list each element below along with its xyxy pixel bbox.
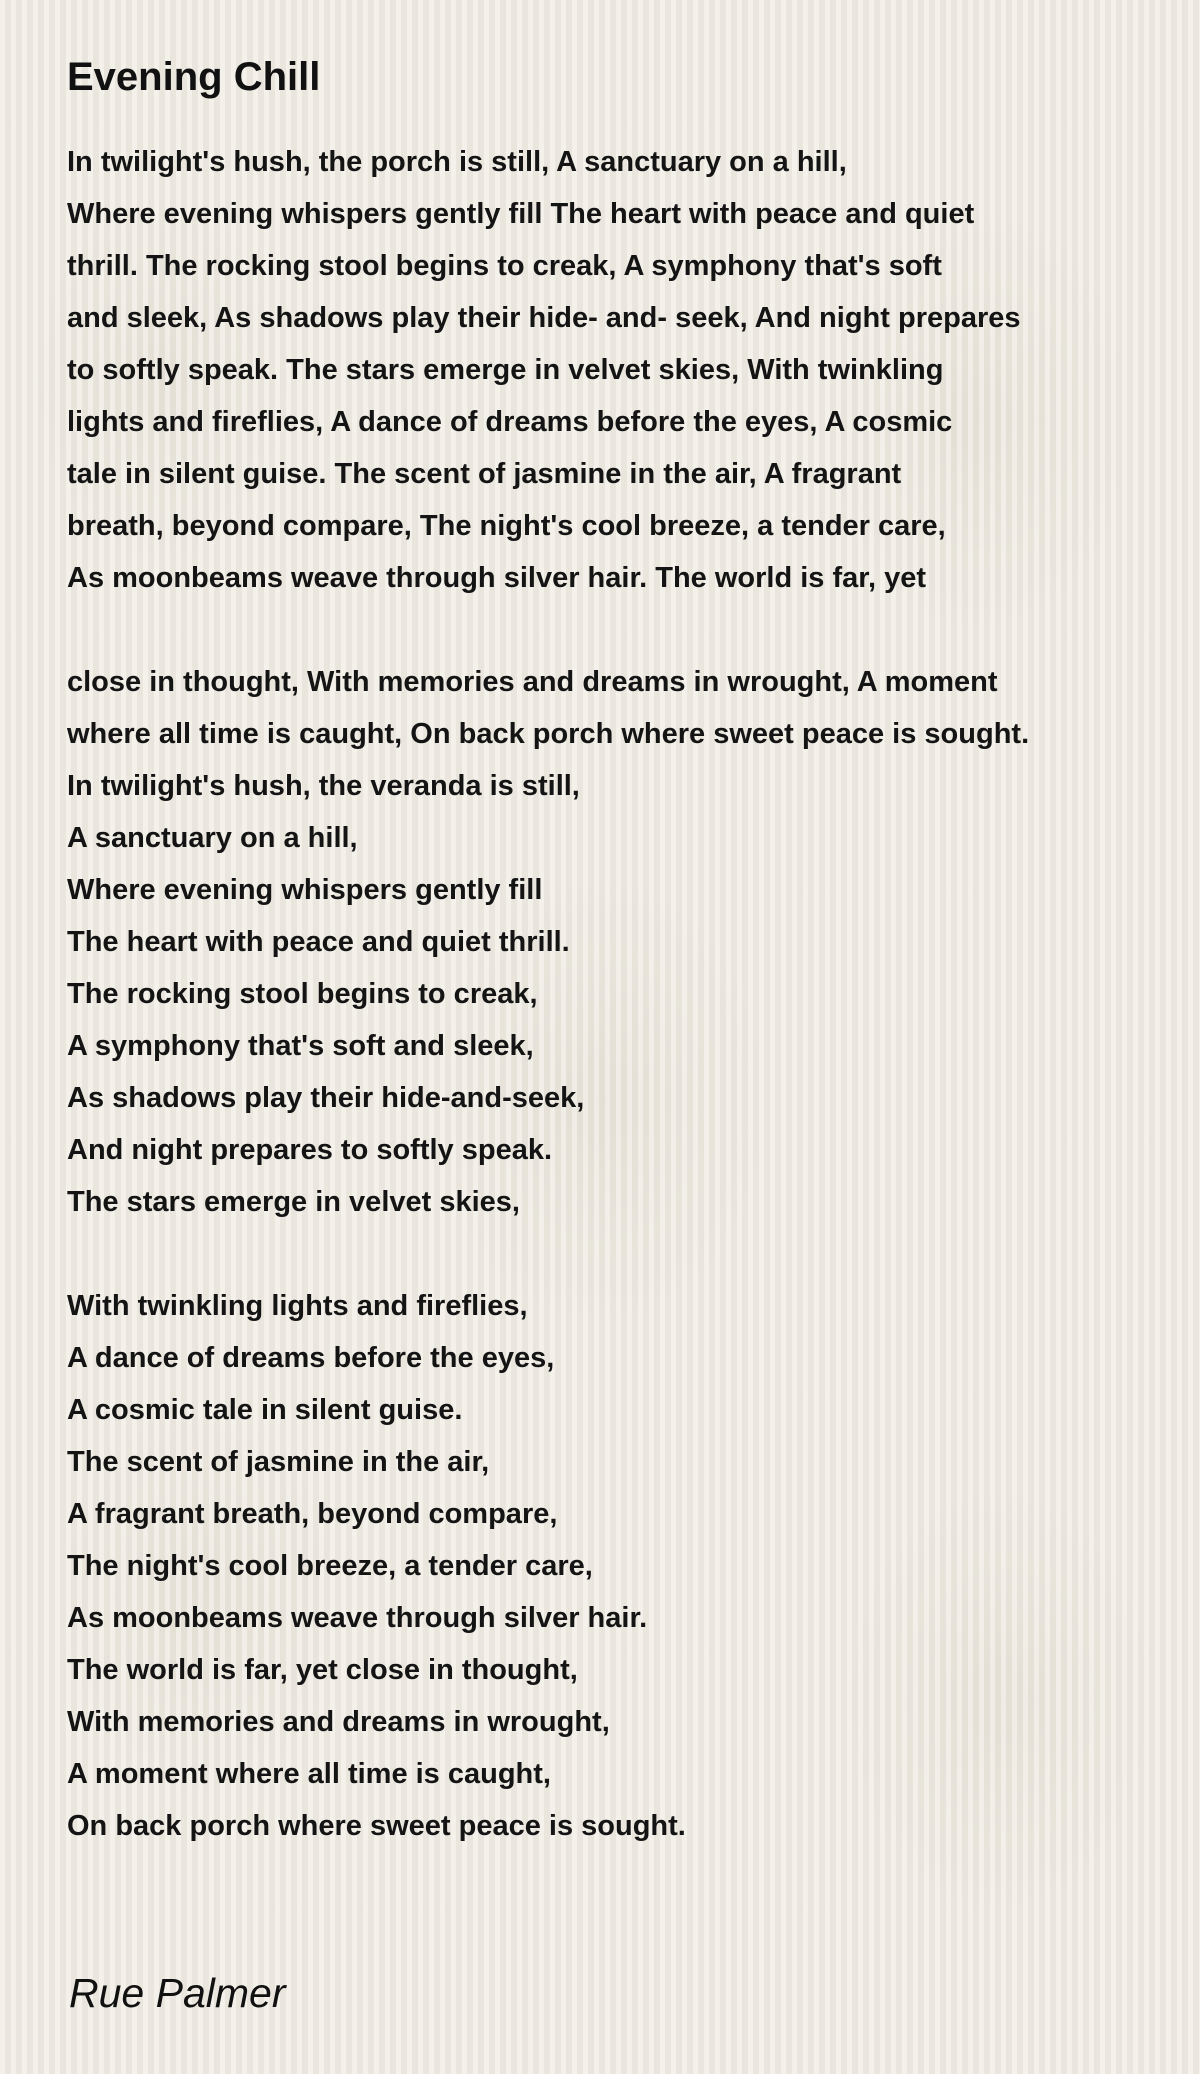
poem-line: In twilight's hush, the veranda is still, bbox=[67, 770, 580, 802]
poem-author: Rue Palmer bbox=[69, 1970, 286, 2016]
poem-card bbox=[67, 52, 1177, 1852]
poem-line: breath, beyond compare, The night's cool breeze, a tender care, bbox=[67, 510, 946, 542]
poem-line: In twilight's hush, the porch is still, A sanctuary on a hill, bbox=[67, 146, 847, 178]
poem-line: thrill. The rocking stool begins to creak, A symphony that's soft bbox=[67, 250, 942, 282]
poem-line: lights and fireflies, A dance of dreams before the eyes, A cosmic bbox=[67, 406, 953, 438]
poem-line: close in thought, With memories and dreams in wrought, A moment bbox=[67, 666, 998, 698]
poem-line: The rocking stool begins to creak, bbox=[67, 978, 538, 1010]
poem-line: As moonbeams weave through silver hair. The world is far, yet bbox=[67, 562, 926, 594]
poem-line: A moment where all time is caught, bbox=[67, 1758, 551, 1790]
poem-line: A dance of dreams before the eyes, bbox=[67, 1342, 555, 1374]
poem-line: With twinkling lights and fireflies, bbox=[67, 1290, 528, 1322]
poem-line: A sanctuary on a hill, bbox=[67, 822, 358, 854]
poem-line: Where evening whispers gently fill The heart with peace and quiet bbox=[67, 198, 975, 230]
poem-line: tale in silent guise. The scent of jasmine in the air, A fragrant bbox=[67, 458, 902, 490]
poem-line: to softly speak. The stars emerge in velvet skies, With twinkling bbox=[67, 354, 944, 386]
poem-line: With memories and dreams in wrought, bbox=[67, 1706, 610, 1738]
poem-body bbox=[67, 136, 1177, 1852]
poem-line: The heart with peace and quiet thrill. bbox=[67, 926, 570, 958]
poem-line: The stars emerge in velvet skies, bbox=[67, 1186, 520, 1218]
poem-line: The world is far, yet close in thought, bbox=[67, 1654, 578, 1686]
poem-line: and sleek, As shadows play their hide- and- seek, And night prepares bbox=[67, 302, 1021, 334]
poem-line: On back porch where sweet peace is sought. bbox=[67, 1810, 686, 1842]
poem-line: A fragrant breath, beyond compare, bbox=[67, 1498, 558, 1530]
poem-line: As moonbeams weave through silver hair. bbox=[67, 1602, 648, 1634]
poem-line: A cosmic tale in silent guise. bbox=[67, 1394, 463, 1426]
poem-line: The night's cool breeze, a tender care, bbox=[67, 1550, 593, 1582]
stanza-break bbox=[67, 1228, 1177, 1280]
poem-line: where all time is caught, On back porch where sweet peace is sought. bbox=[67, 718, 1030, 750]
poem-line: A symphony that's soft and sleek, bbox=[67, 1030, 534, 1062]
poem-line: The scent of jasmine in the air, bbox=[67, 1446, 490, 1478]
poem-line: And night prepares to softly speak. bbox=[67, 1134, 553, 1166]
poem-title: Evening Chill bbox=[67, 55, 321, 99]
poem-line: Where evening whispers gently fill bbox=[67, 874, 543, 906]
stanza-break bbox=[67, 604, 1177, 656]
poem-line: As shadows play their hide-and-seek, bbox=[67, 1082, 585, 1114]
